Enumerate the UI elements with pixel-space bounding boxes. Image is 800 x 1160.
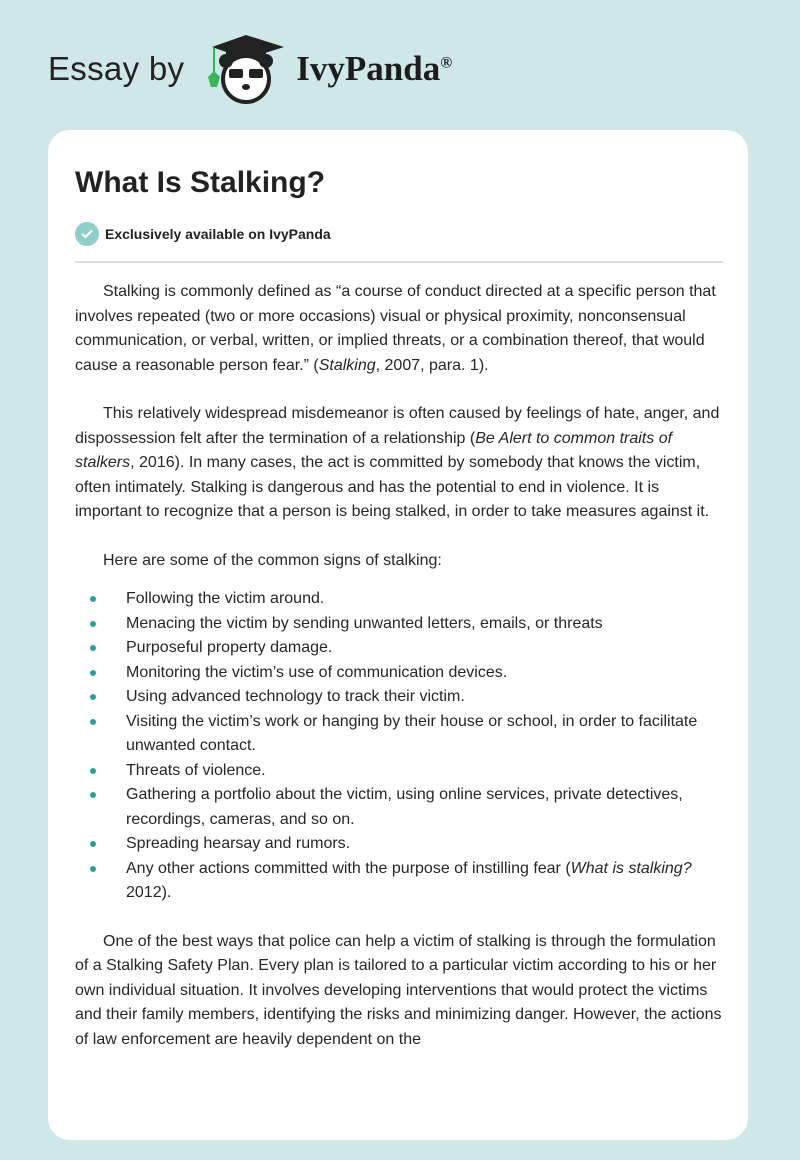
signs-list <box>75 587 726 906</box>
essay-by-label: Essay by <box>48 50 185 87</box>
list-item: Threats of violence. <box>75 759 726 784</box>
brand-name: IvyPanda® <box>296 49 453 88</box>
exclusive-badge <box>75 222 331 246</box>
essay-body <box>75 280 726 1076</box>
paragraph: Here are some of the common signs of stalking: <box>103 551 442 569</box>
list-item: Following the victim around. <box>75 587 726 612</box>
page-title: What Is Stalking? <box>75 166 326 199</box>
essay-card <box>48 130 748 1140</box>
list-item: Spreading hearsay and rumors. <box>75 832 726 857</box>
list-item: Using advanced technology to track their victim. <box>75 685 726 710</box>
badge-text: Exclusively available on IvyPanda <box>105 226 331 242</box>
paragraph: Stalking is commonly defined as “a course of conduct directed at a specific person that involves repeated (two or more occasions) visual or physical proximity, nonconsensual communication, or verbal, written, or implied threats, or a combination thereof, that would cause a reasonable person fear.” (Stalking, 2007, para. 1). <box>75 283 716 374</box>
list-item: Monitoring the victim’s use of communication devices. <box>75 661 726 686</box>
paragraph: One of the best ways that police can help a victim of stalking is through the formulation of a Stalking Safety Plan. Every plan is tailored to a particular victim according to his or her own individual situation. It involves developing interventions that would protect the victims and their family members, identifying the risks and minimizing danger. However, the actions of law enforcement are heavily dependent on the <box>75 932 722 1048</box>
list-item: Purposeful property damage. <box>75 636 726 661</box>
site-header <box>48 34 452 104</box>
list-item: Menacing the victim by sending unwanted letters, emails, or threats <box>75 612 726 637</box>
check-icon <box>75 222 99 246</box>
divider <box>75 261 723 263</box>
list-item: Gathering a portfolio about the victim, using online services, private detectives, recordings, cameras, and so on. <box>75 783 726 832</box>
list-item: Any other actions committed with the purpose of instilling fear (What is stalking? 2012). <box>75 857 726 906</box>
list-item: Visiting the victim’s work or hanging by their house or school, in order to facilitate unwanted contact. <box>75 710 726 759</box>
panda-logo-icon <box>204 33 288 105</box>
paragraph: This relatively widespread misdemeanor is often caused by feelings of hate, anger, and dispossession felt after the termination of a relationship (Be Alert to common traits of stalkers, 2016). In many cases, the act is committed by somebody that knows the victim, often intimately. Stalking is dangerous and has the potential to end in violence. It is important to recognize that a person is being stalked, in order to take measures against it. <box>75 405 720 520</box>
